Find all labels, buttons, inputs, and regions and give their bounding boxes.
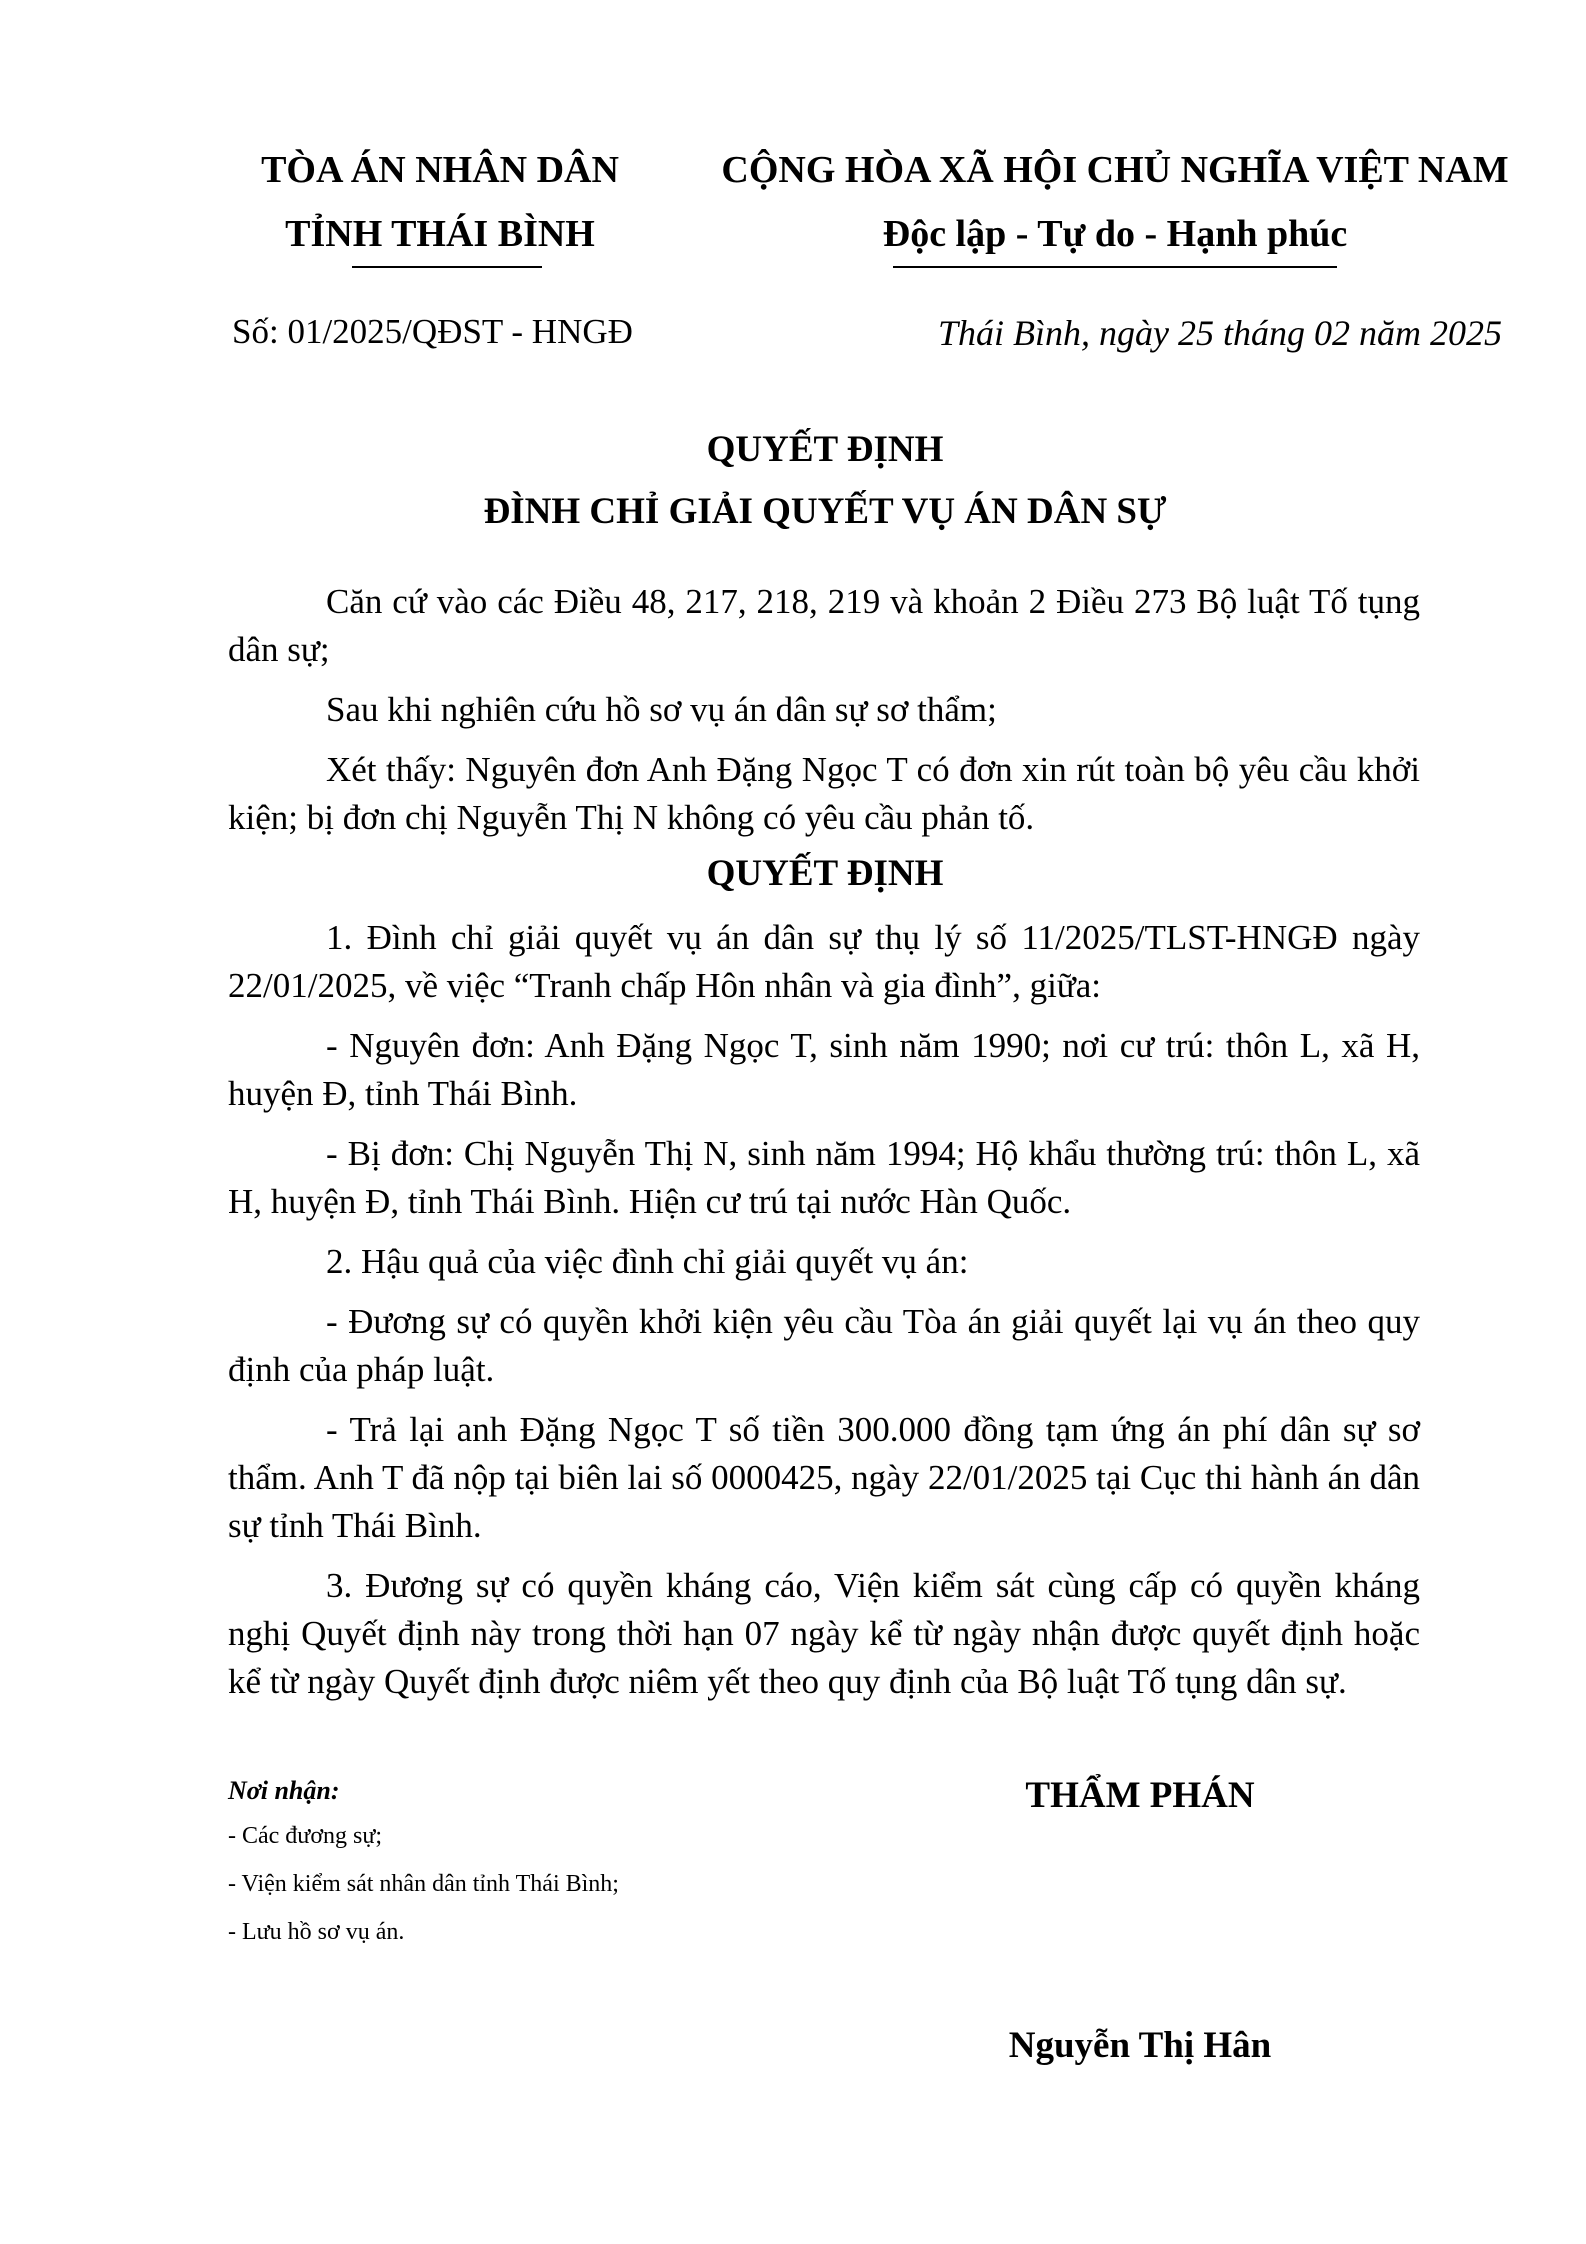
decision-item-1: 1. Đình chỉ giải quyết vụ án dân sự thụ lý số 11/2025/TLST-HNGĐ ngày 22/01/2025, về việc “Tranh chấp Hôn nhân và gia đình”, giữa: <box>228 918 1420 1005</box>
place-date: Thái Bình, ngày 25 tháng 02 năm 2025 <box>938 313 1502 353</box>
decision-right-to-sue: - Đương sự có quyền khởi kiện yêu cầu Tòa án giải quyết lại vụ án theo quy định của pháp luật. <box>228 1302 1420 1389</box>
document-title: QUYẾT ĐỊNH <box>706 429 944 470</box>
recipient-item: - Viện kiểm sát nhân dân tỉnh Thái Bình; <box>228 1871 619 1897</box>
decision-fee-refund: - Trả lại anh Đặng Ngọc T số tiền 300.000 đồng tạm ứng án phí dân sự sơ thẩm. Anh T đã nộp tại biên lai số 0000425, ngày 22/01/2025 tại Cục thi hành án dân sự tỉnh Thái Bình. <box>228 1410 1420 1545</box>
recipient-item: - Lưu hồ sơ vụ án. <box>228 1919 405 1945</box>
court-underline <box>352 266 542 268</box>
preamble-finding: Xét thấy: Nguyên đơn Anh Đặng Ngọc T có đơn xin rút toàn bộ yêu cầu khởi kiện; bị đơn chị Nguyễn Thị N không có yêu cầu phản tố. <box>228 750 1420 837</box>
preamble <box>228 578 1420 842</box>
court-province: TỈNH THÁI BÌNH <box>285 213 595 255</box>
court-name: TÒA ÁN NHÂN DÂN <box>261 149 619 191</box>
motto-underline <box>893 266 1337 268</box>
signer-role: THẨM PHÁN <box>1025 1775 1255 1816</box>
preamble-review: Sau khi nghiên cứu hồ sơ vụ án dân sự sơ thẩm; <box>326 690 997 729</box>
preamble-legal-basis: Căn cứ vào các Điều 48, 217, 218, 219 và khoản 2 Điều 273 Bộ luật Tố tụng dân sự; <box>228 582 1420 669</box>
document-number: Số: 01/2025/QĐST - HNGĐ <box>232 312 633 351</box>
decision-item-2: 2. Hậu quả của việc đình chỉ giải quyết vụ án: <box>326 1242 969 1281</box>
decision-body <box>228 914 1420 1706</box>
document-subtitle: ĐÌNH CHỈ GIẢI QUYẾT VỤ ÁN DÂN SỰ <box>483 491 1167 532</box>
decision-plaintiff: - Nguyên đơn: Anh Đặng Ngọc T, sinh năm 1990; nơi cư trú: thôn L, xã H, huyện Đ, tỉnh Thái Bình. <box>228 1026 1420 1113</box>
country-name: CỘNG HÒA XÃ HỘI CHỦ NGHĨA VIỆT NAM <box>721 149 1509 191</box>
decision-item-3: 3. Đương sự có quyền kháng cáo, Viện kiểm sát cùng cấp có quyền kháng nghị Quyết định này trong thời hạn 07 ngày kể từ ngày nhận được quyết định hoặc kể từ ngày Quyết định được niêm yết theo quy định của Bộ luật Tố tụng dân sự. <box>228 1566 1420 1701</box>
signer-name: Nguyễn Thị Hân <box>1008 2025 1272 2066</box>
decision-heading: QUYẾT ĐỊNH <box>706 853 944 894</box>
decision-defendant: - Bị đơn: Chị Nguyễn Thị N, sinh năm 1994; Hộ khẩu thường trú: thôn L, xã H, huyện Đ, tỉnh Thái Bình. Hiện cư trú tại nước Hàn Quốc. <box>228 1134 1420 1221</box>
recipient-item: - Các đương sự; <box>228 1823 383 1849</box>
country-motto: Độc lập - Tự do - Hạnh phúc <box>882 213 1348 255</box>
recipients-label: Nơi nhận: <box>228 1776 340 1805</box>
